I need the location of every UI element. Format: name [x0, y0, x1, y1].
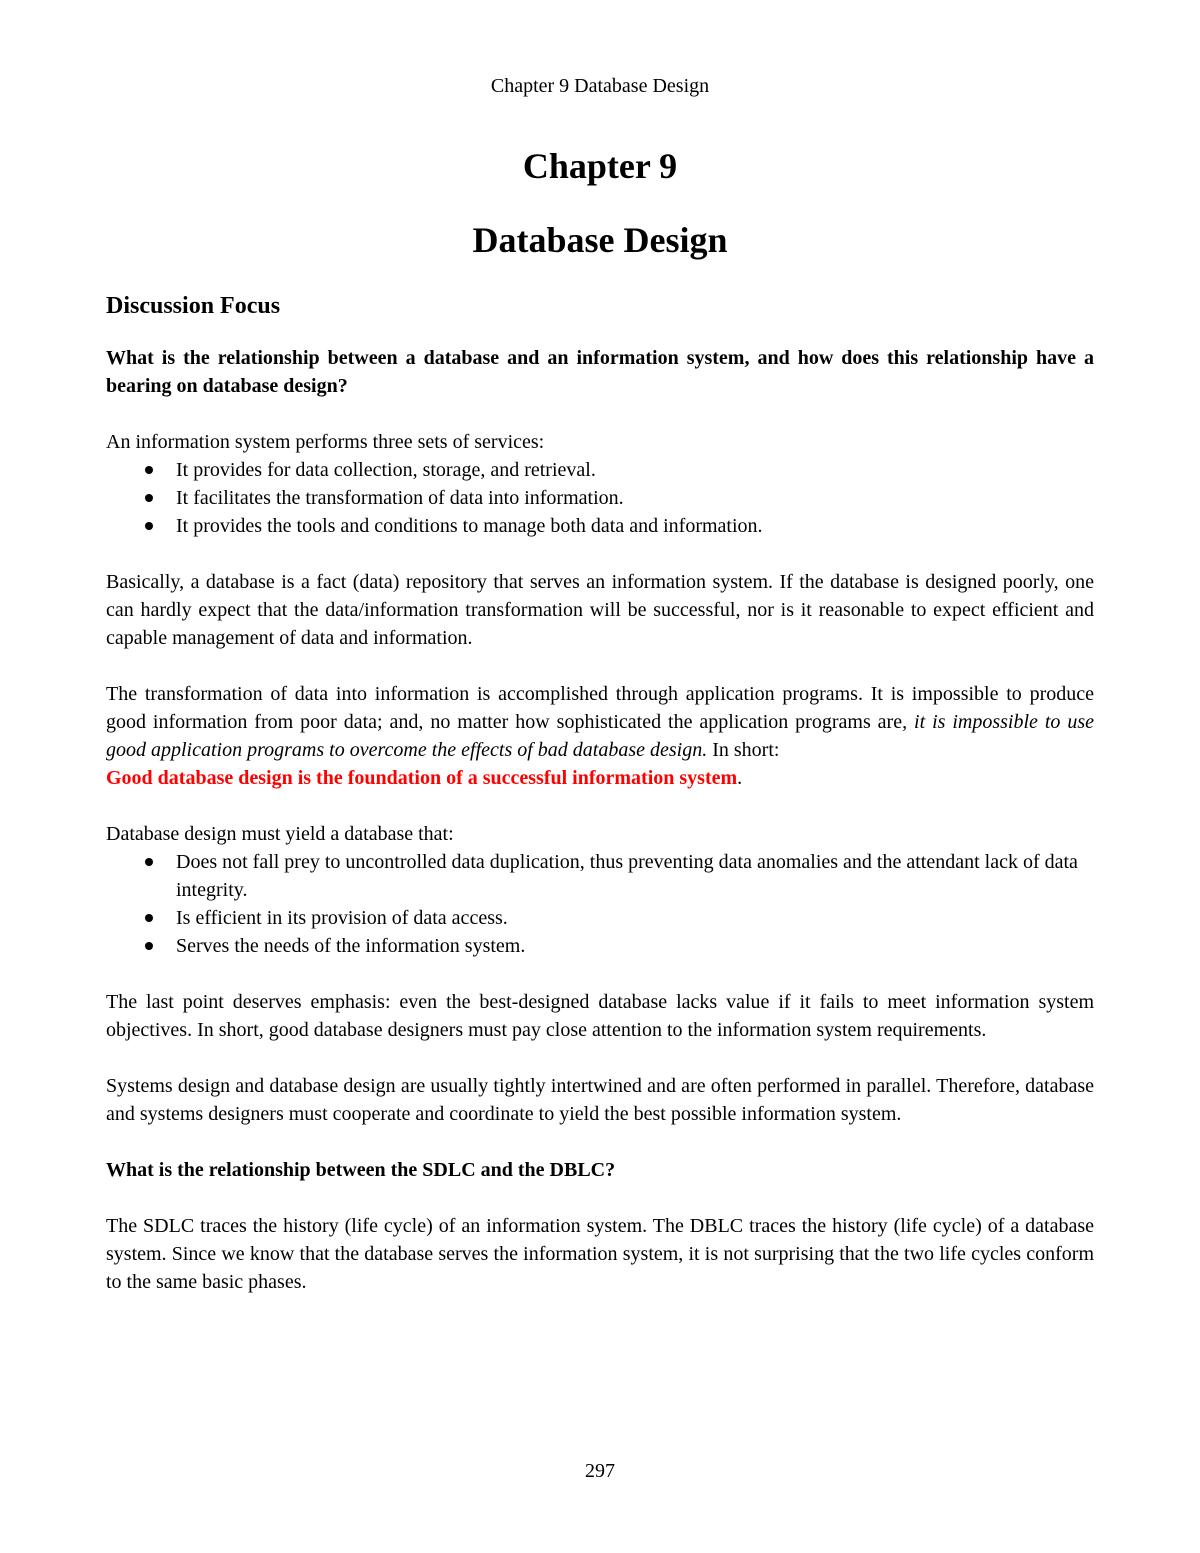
section-heading: Discussion Focus — [106, 293, 281, 319]
document-body — [106, 290, 1094, 1324]
services-list — [106, 456, 1094, 540]
paragraph-last-point: The last point deserves emphasis: even the best-designed database lacks value if it fails to meet information system objectives. In short, good database designers must pay close attention to the information system requirements. — [106, 991, 1094, 1041]
paragraph-systems-design: Systems design and database design are usually tightly intertwined and are often performed in parallel. Therefore, database and systems designers must cooperate and coordinate to yield the best possible information system. — [106, 1075, 1094, 1125]
list-item: It provides for data collection, storage, and retrieval. — [176, 456, 1094, 484]
list-item: Serves the needs of the information system. — [176, 932, 1094, 960]
key-statement: Good database design is the foundation of a successful information system — [106, 767, 738, 789]
services-intro: An information system performs three sets of services: — [106, 431, 545, 453]
list-item: Is efficient in its provision of data access. — [176, 904, 1094, 932]
paragraph-transformation — [106, 680, 1094, 792]
italic-statement: it is impossible to use good application programs to overcome the effects of bad database design. — [106, 711, 1094, 761]
chapter-number: Chapter 9 — [522, 146, 678, 186]
design-requirements-list — [106, 848, 1094, 960]
paragraph-fact-repository: Basically, a database is a fact (data) repository that serves an information system. If the database is designed poorly, one can hardly expect that the data/information transformation will be successful, nor is it reasonable to expect efficient and capable management of data and information. — [106, 571, 1094, 649]
transformation-text: The transformation of data into information is accomplished through application programs. It is impossible to produce good information from poor data; and, no matter how sophisticated the application programs are, — [106, 683, 1094, 733]
list-item: It provides the tools and conditions to manage both data and information. — [176, 512, 1094, 540]
key-statement-period: . — [737, 767, 743, 789]
document-page — [106, 0, 1094, 1553]
in-short-text: In short: — [712, 739, 780, 761]
question-sdlc-dblc: What is the relationship between the SDLC and the DBLC? — [106, 1159, 616, 1181]
chapter-title: Database Design — [472, 220, 728, 260]
running-header: Chapter 9 Database Design — [490, 75, 710, 97]
design-intro: Database design must yield a database that: — [106, 823, 454, 845]
page-number: 297 — [585, 1460, 615, 1482]
question-db-and-is: What is the relationship between a database and an information system, and how does this relationship have a bearing on database design? — [106, 347, 1094, 397]
paragraph-sdlc-dblc: The SDLC traces the history (life cycle) of an information system. The DBLC traces the history (life cycle) of a database system. Since we know that the database serves the information system, it is not surprising that the two life cycles conform to the same basic phases. — [106, 1215, 1094, 1293]
list-item: Does not fall prey to uncontrolled data duplication, thus preventing data anomalies and the attendant lack of data integrity. — [176, 848, 1094, 904]
list-item: It facilitates the transformation of data into information. — [176, 484, 1094, 512]
